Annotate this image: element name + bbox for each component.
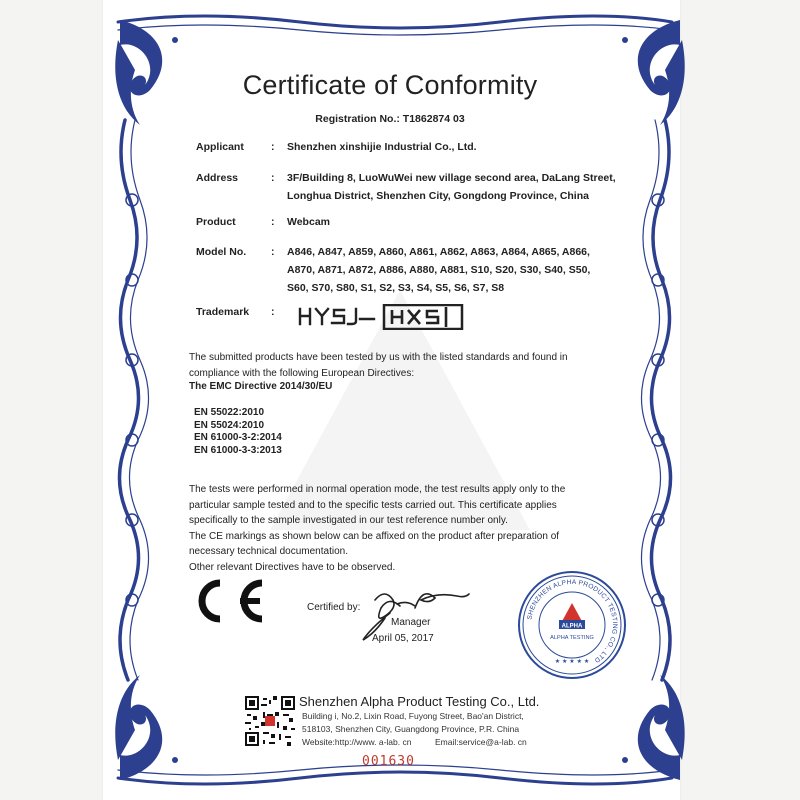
- seal-ring-text: SHENZHEN ALPHA PRODUCT TESTING CO., LTD: [526, 578, 619, 664]
- signoff-date: April 05, 2017: [372, 633, 434, 644]
- lab-address-1: Building i, No.2, Lixin Road, Fuyong Street, Bao'an District,: [302, 711, 524, 721]
- lab-name: Shenzhen Alpha Product Testing Co., Ltd.: [299, 694, 540, 709]
- trademark-logo-text: HXS: [296, 304, 299, 305]
- model-label: Model No.: [196, 246, 247, 258]
- applicant-label: Applicant: [196, 141, 244, 153]
- seal-logo-text: ALPHA: [561, 623, 583, 630]
- ce-mark-icon: [188, 577, 268, 625]
- lab-email: Email:service@a-lab. cn: [435, 737, 527, 747]
- standard-item: EN 61000-3-3:2013: [194, 444, 282, 456]
- address-value: [287, 169, 632, 205]
- seal-stars: ★ ★ ★ ★ ★: [554, 658, 590, 665]
- model-value: [287, 243, 632, 297]
- model-line-3: S60, S70, S80, S1, S2, S3, S4, S5, S6, S7, S8: [287, 282, 505, 294]
- model-line-2: A870, A871, A872, A886, A880, A881, S10, S20, S30, S40, S50,: [287, 264, 591, 276]
- address-line-1: 3F/Building 8, LuoWuWei new village second area, DaLang Street,: [287, 172, 616, 184]
- note-line-3: specifically to the sample investigated in our test reference number only.: [189, 515, 508, 526]
- product-colon: :: [271, 216, 275, 228]
- trademark-label: Trademark: [196, 306, 250, 318]
- trademark-logo: [296, 304, 466, 330]
- trademark-colon: :: [271, 306, 275, 318]
- address-label: Address: [196, 172, 239, 184]
- note-line-1: The tests were performed in normal operation mode, the test results apply only to the: [189, 484, 566, 495]
- note-line-4: The CE markings as shown below can be affixed on the product after preparation of: [189, 530, 560, 542]
- lab-address-2: 518103, Shenzhen City, Guangdong Province, P.R. China: [302, 724, 520, 734]
- model-line-1: A846, A847, A859, A860, A861, A862, A863, A864, A865, A866,: [287, 246, 590, 258]
- manager-title: Manager: [391, 617, 431, 628]
- registration-number: Registration No.: T1862874 03: [315, 113, 465, 125]
- statement-line-1: The submitted products have been tested by us with the listed standards and found in: [189, 352, 568, 363]
- serial-number: 001630: [362, 754, 415, 769]
- lab-website: Website:http://www. a-lab. cn: [302, 737, 412, 747]
- seal-inner-text: ALPHA TESTING: [550, 635, 594, 641]
- applicant-colon: :: [271, 141, 275, 153]
- standards-list: [194, 407, 282, 457]
- statement: [189, 350, 609, 381]
- note-line-6: Other relevant Directives have to be observed.: [189, 561, 396, 573]
- product-value: Webcam: [287, 216, 330, 228]
- standard-item: EN 55024:2010: [194, 419, 265, 431]
- address-line-2: Longhua District, Shenzhen City, Gongdong Province, China: [287, 190, 589, 202]
- standard-item: EN 55022:2010: [194, 407, 265, 418]
- standard-item: EN 61000-3-2:2014: [194, 432, 282, 443]
- qr-code-icon: [245, 696, 295, 746]
- company-seal: [517, 570, 627, 680]
- certified-by-label: Certified by:: [307, 602, 361, 613]
- note-line-5: necessary technical documentation.: [189, 546, 348, 557]
- notes: [189, 482, 609, 575]
- address-colon: :: [271, 172, 275, 184]
- note-line-2: particular sample tested and to the specific tests carried out. This certificate applies: [189, 499, 557, 511]
- certificate-title: Certificate of Conformity: [242, 70, 538, 100]
- model-colon: :: [271, 246, 275, 258]
- statement-line-2: compliance with the following European Directives:: [189, 367, 415, 379]
- product-label: Product: [196, 216, 236, 228]
- applicant-value: Shenzhen xinshijie Industrial Co., Ltd.: [287, 141, 477, 153]
- directive: The EMC Directive 2014/30/EU: [189, 381, 333, 392]
